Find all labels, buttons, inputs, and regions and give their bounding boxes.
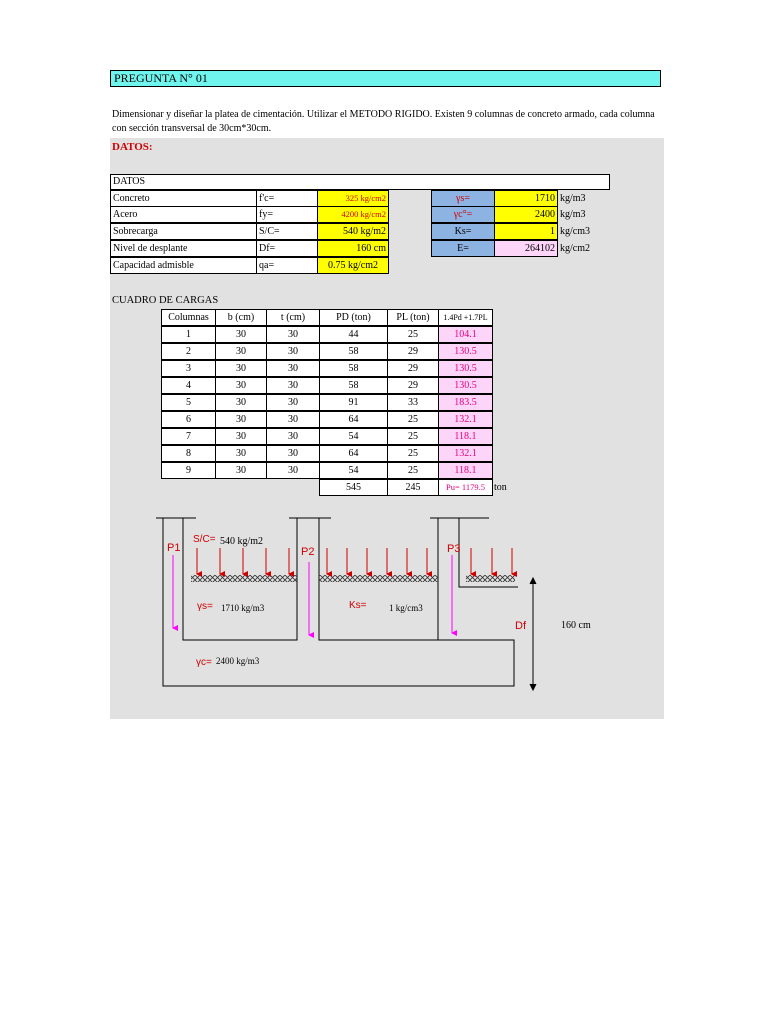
- gs-label: γs=: [197, 601, 213, 612]
- cargas-cell: 130.5: [438, 360, 493, 377]
- soil-hatch: [466, 575, 515, 582]
- cargas-cell: 30: [266, 445, 320, 462]
- cargas-cell: 7: [161, 428, 216, 445]
- cargas-cell: 29: [387, 360, 439, 377]
- datos-value-cell: 1710: [494, 190, 558, 207]
- cargas-cell: 25: [387, 326, 439, 343]
- soil-hatch: [191, 575, 297, 582]
- cargas-header-cell: b (cm): [215, 309, 267, 326]
- cargas-cell: 30: [215, 445, 267, 462]
- datos-name-cell: Nivel de desplante: [110, 240, 257, 257]
- cargas-cell: 58: [319, 360, 388, 377]
- datos-name-cell: Sobrecarga: [110, 223, 257, 240]
- datos-section-label: DATOS:: [112, 141, 153, 153]
- cargas-cell: 30: [215, 377, 267, 394]
- p1-label: P1: [167, 542, 181, 554]
- cargas-cell: 30: [266, 394, 320, 411]
- datos-sym-cell: f'c=: [256, 190, 318, 207]
- ks-label: Ks=: [349, 600, 367, 611]
- datos-sym-cell: qa=: [256, 257, 318, 274]
- df-dimension: [530, 578, 536, 690]
- cargas-cell: 2: [161, 343, 216, 360]
- cargas-cell: 8: [161, 445, 216, 462]
- sc-label: S/C=: [193, 534, 216, 545]
- cargas-cell: 118.1: [438, 428, 493, 445]
- cargas-header-cell: PD (ton): [319, 309, 388, 326]
- datos-value-cell: 264102: [494, 240, 558, 257]
- datos-value-cell: 160 cm: [317, 240, 389, 257]
- cargas-cell: 25: [387, 411, 439, 428]
- cargas-cell: 3: [161, 360, 216, 377]
- datos-sym-cell: E=: [431, 240, 495, 257]
- gc-label: γc=: [196, 657, 212, 668]
- datos-unit: kg/m3: [560, 193, 586, 204]
- cargas-cell: 30: [266, 377, 320, 394]
- total-pd-cell: 545: [319, 479, 388, 496]
- cargas-cell: 4: [161, 377, 216, 394]
- datos-value-cell: 2400: [494, 206, 558, 223]
- total-pu-cell: Pu= 1179.5: [438, 479, 493, 496]
- soil-hatch: [319, 575, 438, 582]
- cargas-cell: 64: [319, 445, 388, 462]
- p3-label: P3: [447, 543, 461, 555]
- cargas-cell: 30: [215, 462, 267, 479]
- cargas-cell: 118.1: [438, 462, 493, 479]
- cargas-cell: 1: [161, 326, 216, 343]
- cargas-cell: 6: [161, 411, 216, 428]
- cargas-cell: 30: [215, 428, 267, 445]
- cargas-cell: 30: [215, 343, 267, 360]
- cargas-title: CUADRO DE CARGAS: [112, 295, 219, 306]
- datos-value-cell: 4200 kg/cm2: [317, 206, 389, 223]
- cargas-cell: 130.5: [438, 343, 493, 360]
- datos-unit: kg/m3: [560, 209, 586, 220]
- cargas-cell: 5: [161, 394, 216, 411]
- datos-value-cell: 540 kg/m2: [317, 223, 389, 240]
- column-load-arrows: [173, 555, 452, 635]
- cargas-cell: 130.5: [438, 377, 493, 394]
- cargas-cell: 30: [266, 462, 320, 479]
- cargas-cell: 30: [215, 326, 267, 343]
- df-label: Df: [515, 620, 526, 632]
- ks-value: 1 kg/cm3: [389, 603, 423, 613]
- cargas-cell: 54: [319, 462, 388, 479]
- datos-name-cell: Acero: [110, 206, 257, 223]
- datos-unit: kg/cm3: [560, 226, 590, 237]
- datos-value-cell: 0.75 kg/cm2: [317, 257, 389, 274]
- datos-unit: kg/cm2: [560, 243, 590, 254]
- cargas-cell: 30: [266, 411, 320, 428]
- cargas-cell: 30: [215, 394, 267, 411]
- cargas-cell: 54: [319, 428, 388, 445]
- datos-value-cell: 325 kg/cm2: [317, 190, 389, 207]
- gs-value: 1710 kg/m3: [221, 603, 265, 613]
- cargas-cell: 30: [266, 326, 320, 343]
- cargas-cell: 9: [161, 462, 216, 479]
- df-value: 160 cm: [561, 620, 591, 631]
- cargas-cell: 30: [266, 360, 320, 377]
- cargas-cell: 29: [387, 377, 439, 394]
- datos-name-cell: Capacidad admisble: [110, 257, 257, 274]
- datos-sym-cell: S/C=: [256, 223, 318, 240]
- datos-value-cell: 1: [494, 223, 558, 240]
- cargas-cell: 30: [266, 343, 320, 360]
- cargas-cell: 25: [387, 445, 439, 462]
- cargas-cell: 30: [266, 428, 320, 445]
- cargas-cell: 30: [215, 411, 267, 428]
- cargas-cell: 33: [387, 394, 439, 411]
- datos-sym-cell: γc°=: [431, 206, 495, 223]
- cargas-cell: 58: [319, 343, 388, 360]
- gc-value: 2400 kg/m3: [216, 656, 260, 666]
- cargas-header-cell: 1.4Pd +1.7PL: [438, 309, 493, 326]
- cargas-cell: 30: [215, 360, 267, 377]
- sc-value: 540 kg/m2: [220, 536, 264, 547]
- cargas-cell: 58: [319, 377, 388, 394]
- datos-name-cell: Concreto: [110, 190, 257, 207]
- cargas-header-cell: Columnas: [161, 309, 216, 326]
- cargas-cell: 132.1: [438, 411, 493, 428]
- datos-sym-cell: fy=: [256, 206, 318, 223]
- cargas-header-cell: t (cm): [266, 309, 320, 326]
- total-pl-cell: 245: [387, 479, 439, 496]
- datos-sym-cell: Df=: [256, 240, 318, 257]
- cargas-cell: 29: [387, 343, 439, 360]
- cargas-cell: 25: [387, 428, 439, 445]
- surcharge-arrows: [197, 548, 512, 574]
- problem-statement: Dimensionar y diseñar la platea de cimentación. Utilizar el METODO RIGIDO. Existen 9 columnas de concreto armado, cada columna con sección transversal de 30cm*30cm.: [112, 109, 655, 134]
- cargas-cell: 183.5: [438, 394, 493, 411]
- page-title: PREGUNTA N° 01: [110, 70, 661, 87]
- cargas-cell: 132.1: [438, 445, 493, 462]
- cargas-cell: 104.1: [438, 326, 493, 343]
- cargas-cell: 44: [319, 326, 388, 343]
- p2-label: P2: [301, 546, 315, 558]
- cargas-header-cell: PL (ton): [387, 309, 439, 326]
- cargas-cell: 91: [319, 394, 388, 411]
- datos-sym-cell: γs=: [431, 190, 495, 207]
- cargas-cell: 64: [319, 411, 388, 428]
- cargas-cell: 25: [387, 462, 439, 479]
- datos-sym-cell: Ks=: [431, 223, 495, 240]
- datos-table-header: DATOS: [110, 174, 610, 190]
- total-unit: ton: [494, 482, 507, 493]
